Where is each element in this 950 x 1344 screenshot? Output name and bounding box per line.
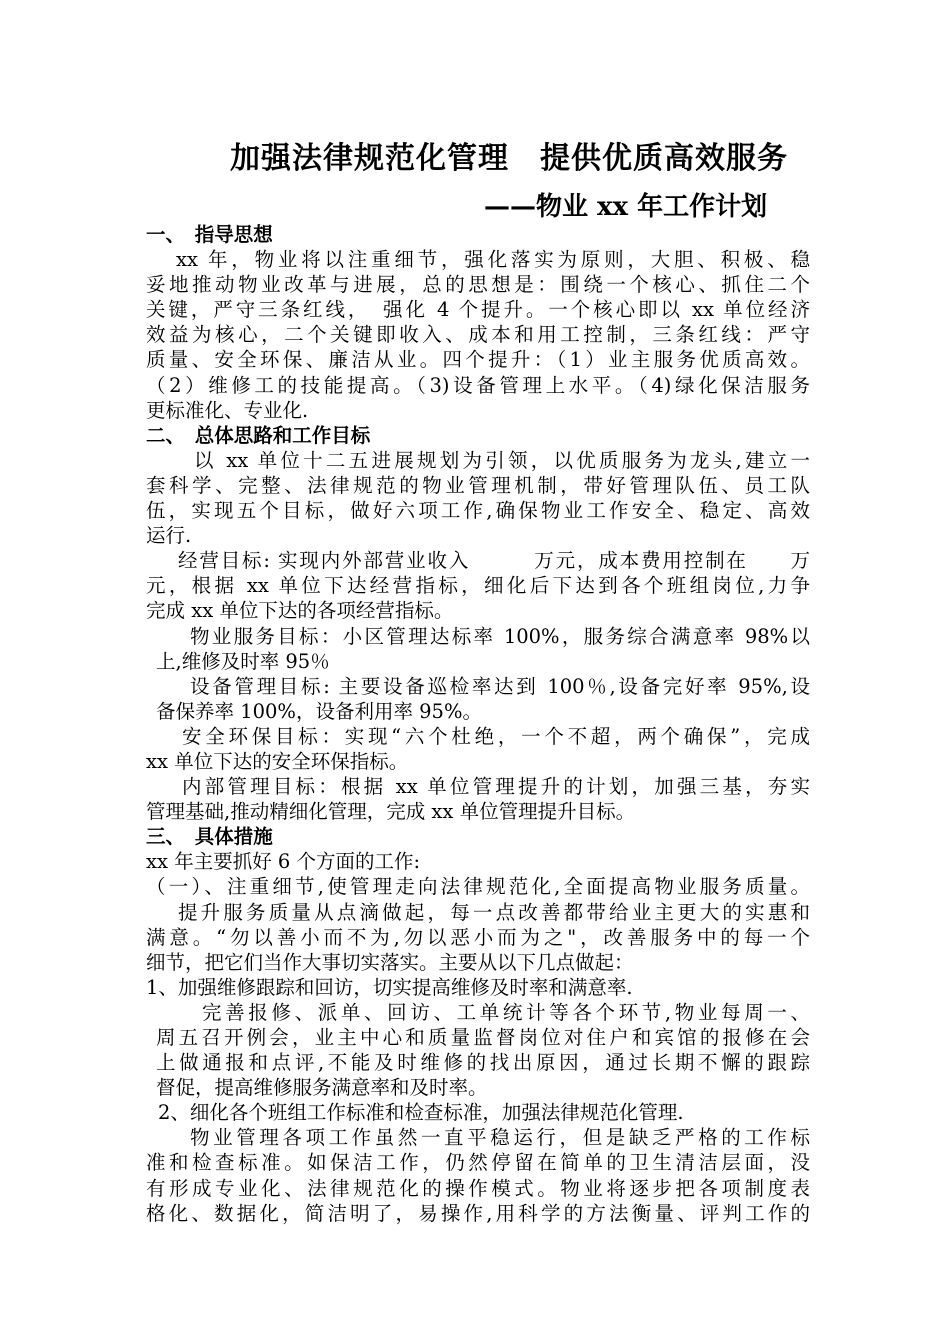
body-line: 物业管理各项工作虽然一直平稳运行，但是缺乏严格的工作标 [190,1126,810,1150]
body-line: 质量、安全环保、廉洁从业。四个提升：（1）业主服务优质高效。 [146,348,810,372]
document-body [146,222,810,1226]
body-line: 细节，把它们当作大事切实落实。主要从以下几点做起： [146,950,634,974]
document-subtitle: ——物业 xx 年工作计划 [484,192,768,222]
body-line: 1、加强维修跟踪和回访，切实提高维修及时率和满意率. [146,975,633,999]
body-line: 效益为核心，二个关键即收入、成本和用工控制，三条红线：严守 [146,323,810,347]
body-line: 运行. [146,524,192,548]
body-line: xx 单位下达的安全环保指标。 [146,749,409,773]
body-line: 更标准化、专业化. [146,398,309,422]
body-line: 以 xx 单位十二五进展规划为引领，以优质服务为龙头,建立一 [194,448,810,472]
body-line: 提升服务质量从点滴做起，每一点改善都带给业主更大的实惠和 [178,900,810,924]
body-line: （一）、注重细节,使管理走向法律规范化,全面提高物业服务质量。 [146,875,810,899]
body-line: 套科学、完整、法律规范的物业管理机制，带好管理队伍、员工队 [146,473,810,497]
body-line: 伍，实现五个目标，做好六项工作,确保物业工作安全、稳定、高效 [146,499,810,523]
body-line: 设备管理目标: 主要设备巡检率达到 100％,设备完好率 95%,设 [190,674,810,698]
body-line: xx 年主要抓好 6 个方面的工作: [146,850,421,874]
body-line: 准和检查标准。如保洁工作，仍然停留在简单的卫生清洁层面，没 [146,1151,810,1175]
body-line: 格化、数据化，简洁明了，易操作,用科学的方法衡量、评判工作的 [146,1201,810,1225]
body-line: 2、细化各个班组工作标准和检查标准，加强法律规范化管理. [158,1101,684,1125]
body-line: （2）维修工的技能提高。（3)设备管理上水平。（4)绿化保洁服务 [146,373,810,397]
body-line: 周五召开例会，业主中心和质量监督岗位对住户和宾馆的报修在会 [156,1026,810,1049]
body-line: 物业服务目标：小区管理达标率 100%，服务综合满意率 98%以 [190,624,810,648]
body-line: 管理基础,推动精细化管理，完成 xx 单位管理提升目标。 [146,800,636,824]
body-line: 有形成专业化、法律规范化的操作模式。物业将逐步把各项制度表 [146,1176,810,1200]
body-line: 元，根据 xx 单位下达经营指标，细化后下达到各个班组岗位,力争 [146,574,810,598]
body-line: 备保养率 100%，设备利用率 95%。 [156,699,482,723]
body-line: 完善报修、派单、回访、工单统计等各个环节,物业每周一、 [202,1000,810,1024]
body-line: xx 年，物业将以注重细节，强化落实为原则，大胆、积极、稳 [176,248,810,272]
body-line: 上做通报和点评,不能及时维修的找出原因，通过长期不懈的跟踪 [156,1051,810,1075]
body-line: 关键，严守三条红线， 强化 4 个提升。一个核心即以 xx 单位经济 [146,298,810,322]
body-line: 满意。“勿以善小而不为,勿以恶小而为之"，改善服务中的每一个 [146,925,810,949]
body-line: 上,维修及时率 95％ [156,649,330,673]
body-line: 完成 xx 单位下达的各项经营指标。 [146,599,454,623]
section-heading: 一、 指导思想 [146,223,273,246]
section-heading: 二、 总体思路和工作目标 [146,423,371,447]
body-line: 安全环保目标：实现“六个杜绝，一个不超，两个确保”，完成 [182,724,810,748]
body-line: 督促，提高维修服务满意率和及时率。 [156,1076,488,1100]
body-line: 内部管理目标：根据 xx 单位管理提升的计划，加强三基，夯实 [182,775,810,799]
document-title: 加强法律规范化管理 提供优质高效服务 [230,141,788,176]
body-line: 妥地推动物业改革与进展，总的思想是：围绕一个核心、抓住二个 [146,273,810,297]
body-line: 经营目标: 实现内外部营业收入 万元，成本费用控制在 万 [178,549,810,573]
section-heading: 三、 具体措施 [146,825,273,849]
